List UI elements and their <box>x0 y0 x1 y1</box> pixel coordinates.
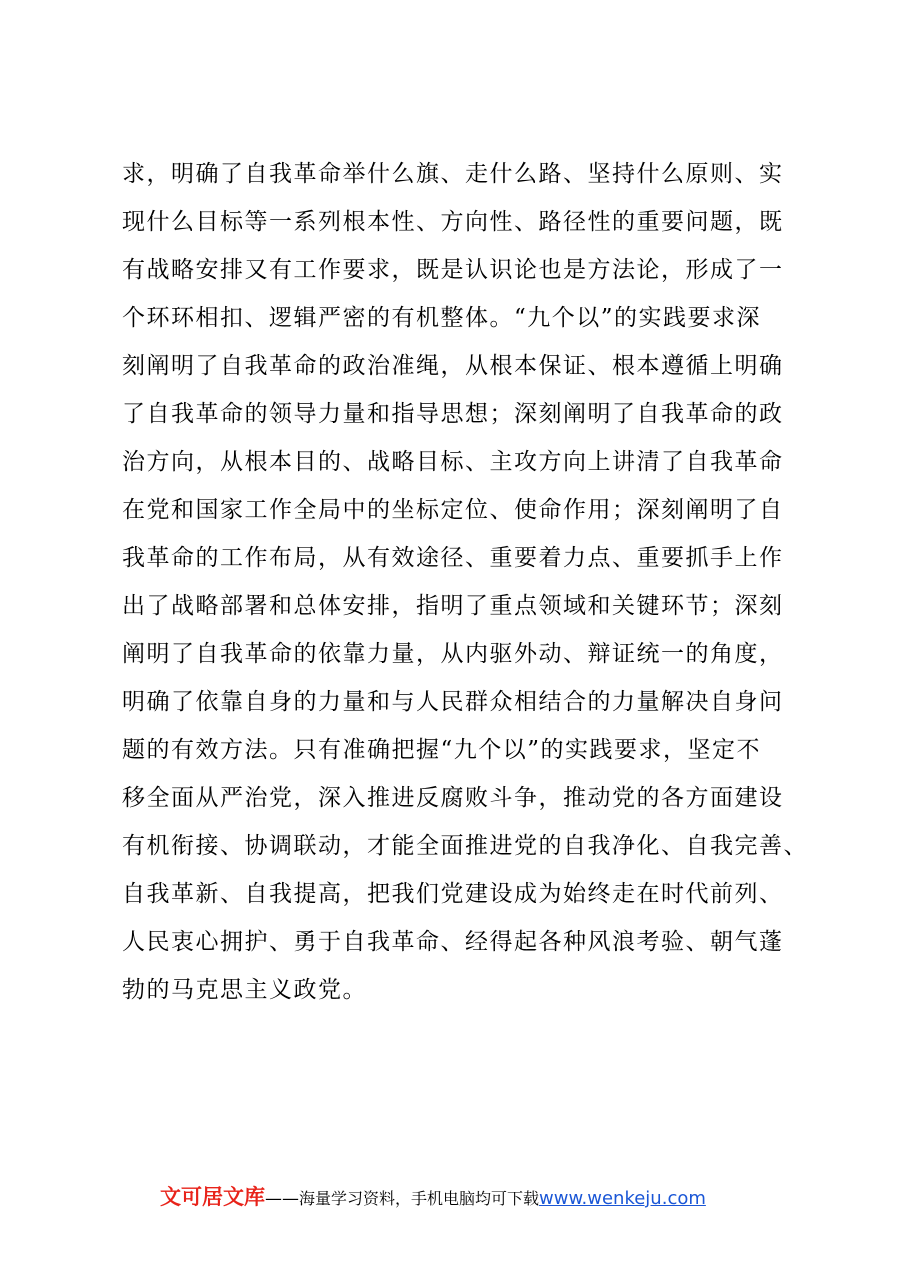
body-line-12: 明确了依靠自身的力量和与人民群众相结合的力量解决自身问 <box>122 689 784 715</box>
body-line-10: 出了战略部署和总体安排，指明了重点领域和关键环节；深刻 <box>122 593 784 619</box>
body-line-3: 有战略安排又有工作要求，既是认识论也是方法论，形成了一 <box>122 257 784 283</box>
body-line-4: 个环环相扣、逻辑严密的有机整体。“九个以”的实践要求深 <box>122 305 762 331</box>
footer-dash: —— <box>265 1189 299 1209</box>
body-line-18: 勃的马克思主义政党。 <box>122 977 367 1003</box>
body-line-7: 治方向，从根本目的、战略目标、主攻方向上讲清了自我革命 <box>122 449 784 475</box>
body-line-6: 了自我革命的领导力量和指导思想；深刻阐明了自我革命的政 <box>122 401 784 427</box>
body-line-15: 有机衔接、协调联动，才能全面推进党的自我净化、自我完善、 <box>122 833 808 859</box>
body-line-16: 自我革新、自我提高，把我们党建设成为始终走在时代前列、 <box>122 881 784 907</box>
body-line-17: 人民衷心拥护、勇于自我革命、经得起各种风浪考验、朝气蓬 <box>122 929 784 955</box>
body-line-1: 求，明确了自我革命举什么旗、走什么路、坚持什么原则、实 <box>122 161 784 187</box>
body-line-5: 刻阐明了自我革命的政治准绳，从根本保证、根本遵循上明确 <box>122 353 784 379</box>
footer-brand: 文可居文库 <box>160 1185 265 1209</box>
footer-website-link[interactable]: www.wenkeju.com <box>539 1188 706 1209</box>
body-line-13: 题的有效方法。只有准确把握“九个以”的实践要求，坚定不 <box>122 737 762 763</box>
document-body <box>122 150 822 1014</box>
footer-description: 海量学习资料，手机电脑均可下载 <box>299 1189 540 1208</box>
body-line-8: 在党和国家工作全局中的坐标定位、使命作用；深刻阐明了自 <box>122 497 784 523</box>
page-footer <box>160 1180 706 1214</box>
body-line-11: 阐明了自我革命的依靠力量，从内驱外动、辩证统一的角度， <box>122 641 784 667</box>
body-line-2: 现什么目标等一系列根本性、方向性、路径性的重要问题，既 <box>122 209 784 235</box>
body-line-14: 移全面从严治党，深入推进反腐败斗争，推动党的各方面建设 <box>122 785 784 811</box>
body-line-9: 我革命的工作布局，从有效途径、重要着力点、重要抓手上作 <box>122 545 784 571</box>
